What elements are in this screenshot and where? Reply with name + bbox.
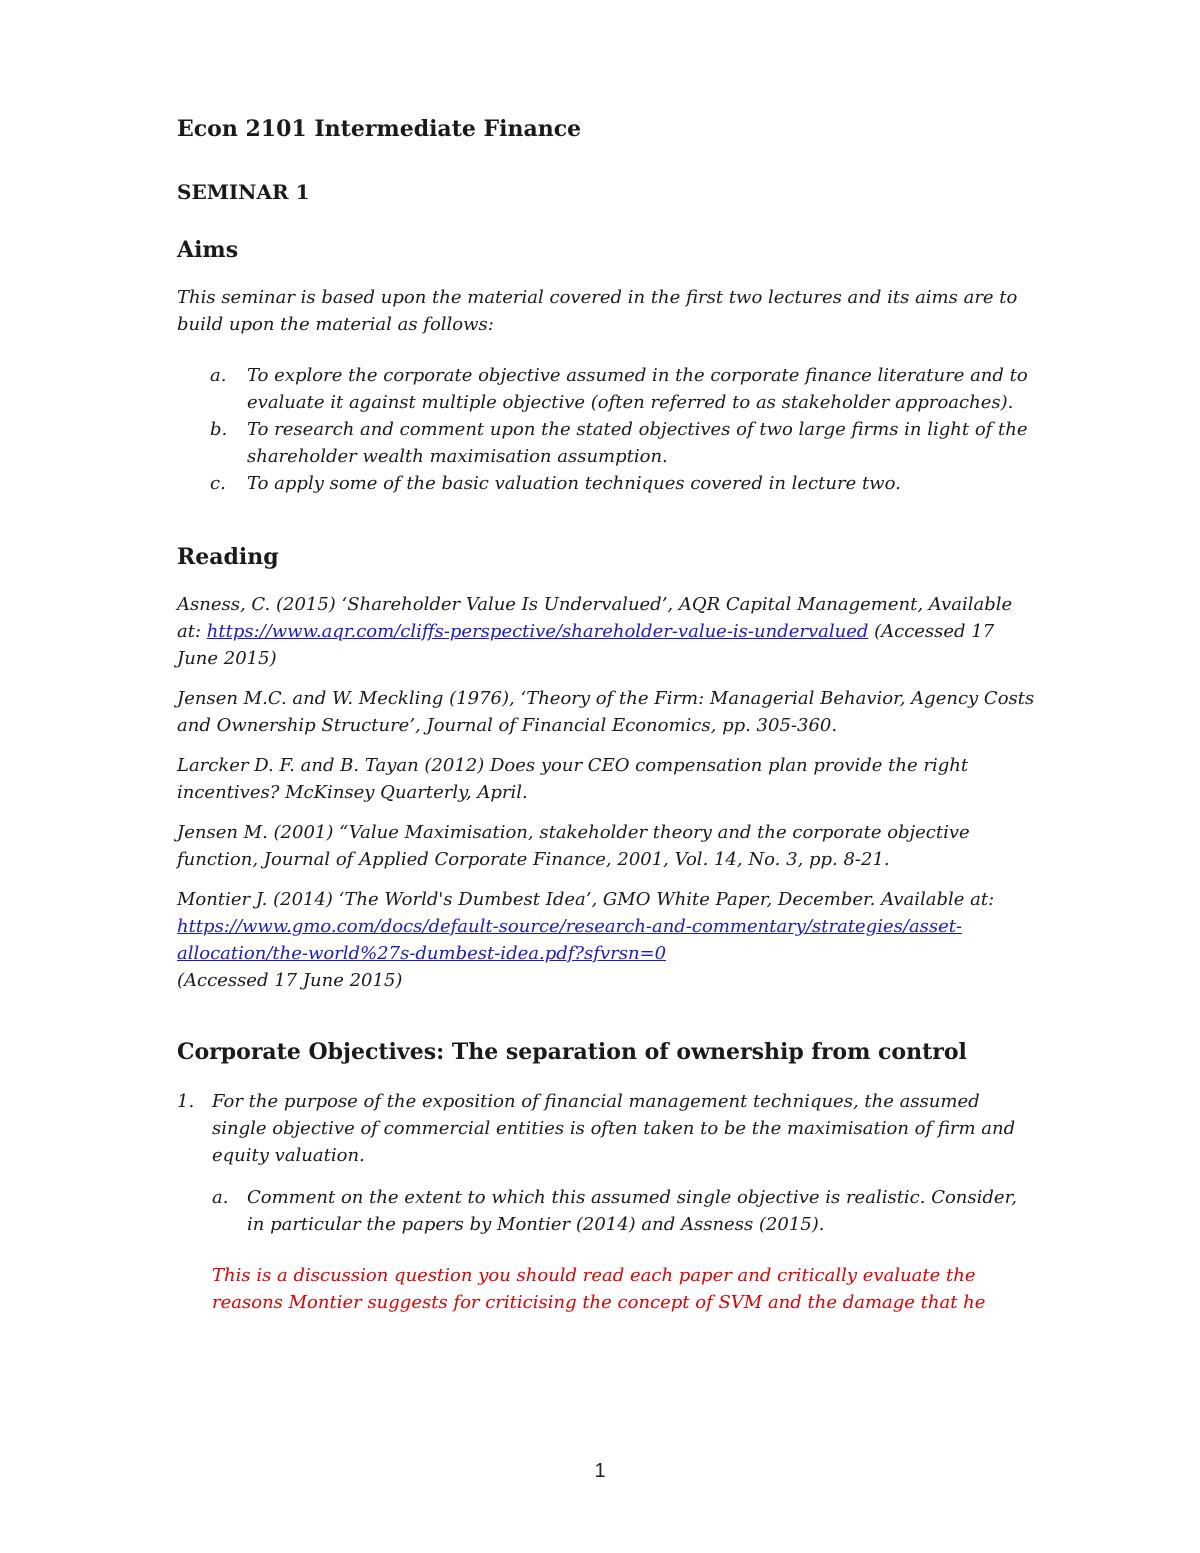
answer-note: This is a discussion question you should read each paper and critically evaluate the reasons Montier suggests for criticising the concept of SVM and the damage that he: [212, 1265, 986, 1313]
aims-item-text: To apply some of the basic valuation techniques covered in lecture two.: [247, 473, 901, 494]
aims-item-c: [177, 470, 1037, 497]
reference-accessed: (Accessed 17 June 2015): [177, 970, 403, 991]
reference-accessed: (Accessed 17 June 2015): [177, 621, 995, 669]
aims-heading: Aims: [177, 237, 239, 263]
document-title: Econ 2101 Intermediate Finance: [177, 116, 582, 142]
page-number: 1: [594, 1460, 606, 1482]
page-content: [177, 112, 1037, 1316]
reference-link-aqr[interactable]: https://www.aqr.com/cliffs-perspective/shareholder-value-is-undervalued: [206, 621, 869, 642]
question-text: For the purpose of the exposition of financial management techniques, the assumed single objective of commercial entities is often taken to be the maximisation of firm and equity valuation.: [212, 1091, 1016, 1166]
reference-item: [177, 886, 1037, 994]
question-list: [177, 1088, 1037, 1316]
aims-item-b: [177, 416, 1037, 470]
reference-text: Asness, C. (2015) ‘Shareholder Value Is Undervalued’, AQR Capital Management, Available at:: [177, 594, 1013, 642]
aims-item-text: To research and comment upon the stated objectives of two large firms in light of the shareholder wealth maximisation assumption.: [247, 419, 1028, 467]
reference-text: Montier J. (2014) ‘The World's Dumbest Idea’, GMO White Paper, December. Available at:: [177, 889, 995, 910]
question-text: Comment on the extent to which this assumed single objective is realistic. Consider, in particular the papers by Montier (2014) and Assness (2015).: [247, 1187, 1017, 1235]
reference-text: Larcker D. F. and B. Tayan (2012) Does your CEO compensation plan provide the right incentives? McKinsey Quarterly, April.: [177, 755, 969, 803]
list-marker: c.: [210, 473, 226, 494]
aims-intro: This seminar is based upon the material covered in the first two lectures and its aims are to build upon the material as follows:: [177, 287, 1018, 335]
reference-item: [177, 685, 1037, 739]
list-marker: 1.: [177, 1091, 195, 1112]
reference-item: [177, 819, 1037, 873]
corporate-objectives-heading: Corporate Objectives: The separation of ownership from control: [177, 1039, 967, 1065]
aims-item-a: [177, 362, 1037, 416]
reference-text: Jensen M. (2001) “Value Maximisation, stakeholder theory and the corporate objective function, Journal of Applied Corporate Finance, 2001, Vol. 14, No. 3, pp. 8-21.: [177, 822, 970, 870]
reading-heading: Reading: [177, 544, 279, 570]
reading-list: [177, 591, 1037, 994]
list-marker: b.: [210, 419, 228, 440]
list-marker: a.: [210, 365, 227, 386]
aims-item-text: To explore the corporate objective assumed in the corporate finance literature and to evaluate it against multiple objective (often referred to as stakeholder approaches).: [247, 365, 1028, 413]
list-marker: a.: [212, 1187, 229, 1208]
reference-link-gmo[interactable]: https://www.gmo.com/docs/default-source/research-and-commentary/strategies/asset-allocation/the-world%27s-dumbest-idea.pdf?sfvrsn=0: [177, 916, 963, 964]
reference-item: [177, 591, 1037, 672]
aims-list: [177, 362, 1037, 497]
seminar-label: SEMINAR 1: [177, 180, 310, 204]
reference-text: Jensen M.C. and W. Meckling (1976), ‘Theory of the Firm: Managerial Behavior, Agency Costs and Ownership Structure’, Journal of Financial Economics, pp. 305-360.: [177, 688, 1035, 736]
question-1a: [177, 1184, 1037, 1238]
question-1: [177, 1088, 1037, 1169]
reference-item: [177, 752, 1037, 806]
